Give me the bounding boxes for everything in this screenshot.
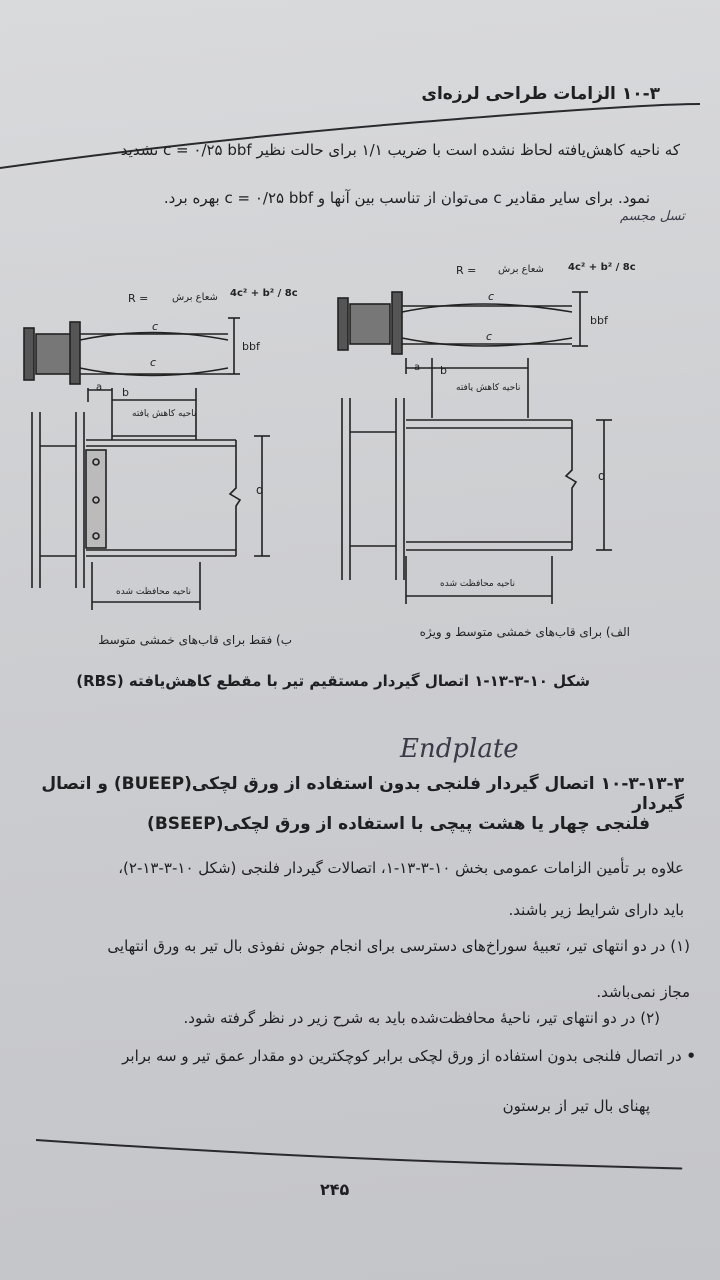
label-formula-b: 4c² + b² / 8c (230, 288, 298, 299)
label-c-a: c (488, 290, 495, 303)
section-title-line-2: فلنجی چهار یا هشت پیچی با استفاده از ورق لچکی(BSEEP) (147, 814, 650, 834)
bullet-line-2: پهنای بال تیر از برستون (502, 1097, 650, 1115)
label-radius-b: شعاع برش (172, 292, 218, 303)
elevation-view-a (342, 398, 612, 604)
label-protected-b: ناحیه محافظت شده (116, 587, 191, 597)
label-reduced-a: ناحیه کاهش یافته (456, 383, 521, 393)
figure-caption: شکل ۱۰-۳-۱۳-۱ اتصال گیردار مستقیم تیر با مقطع کاهش‌یافته (RBS) (76, 672, 590, 690)
chapter-header-title: ۱۰-۳ الزامات طراحی لرزه‌ای (421, 84, 660, 104)
label-r-b: R = (128, 292, 149, 305)
margin-handwritten-note: تسل مجسم (620, 209, 685, 224)
label-a-a: a (414, 362, 421, 373)
bullet-line-1 (26, 1046, 696, 1067)
plan-view-b (24, 318, 240, 440)
caption-b: ب) فقط برای قاب‌های خمشی متوسط (98, 633, 292, 647)
elevation-view-b (32, 412, 270, 610)
section-body-line-2: باید دارای شرایط زیر باشند. (508, 901, 684, 919)
label-c-a2: c (486, 330, 493, 343)
label-formula-a: 4c² + b² / 8c (568, 262, 636, 273)
label-r-a: R = (456, 264, 477, 277)
intro-line-2: نمود. برای سایر مقادیر c می‌توان از تناسب بین آنها و c = ۰/۲۵ bbf بهره برد. (163, 189, 650, 207)
rbs-connection-figure (0, 250, 720, 670)
label-d-b: d (256, 483, 264, 497)
bullet-text-1: در اتصال فلنجی بدون استفاده از ورق لچکی برابر کوچکترین دو مقدار عمق تیر و سه برابر (122, 1047, 682, 1065)
section-title-line-1: ۱۰-۳-۱۳-۳ اتصال گیردار فلنجی بدون استفاده از ورق لچکی(BUEEP) و اتصال گیردار (41, 774, 684, 814)
item-2: (۲) در دو انتهای تیر، ناحیهٔ محافظت‌شده باید به شرح زیر در نظر گرفته شود. (183, 1009, 660, 1027)
label-reduced-b: ناحیه کاهش یافته (132, 409, 197, 419)
plan-view-a (338, 292, 588, 418)
page-number: ۲۴۵ (320, 1180, 350, 1199)
footer-rule (0, 1120, 720, 1180)
label-bbf-b: bbf (242, 340, 260, 353)
label-protected-a: ناحیه محافظت شده (440, 579, 515, 589)
item-1-line-1: (۱) در دو انتهای تیر، تعبیهٔ سوراخ‌های دسترسی برای انجام جوش نفوذی بال تیر به ورق انتهایی (107, 937, 690, 955)
handwritten-endplate: Endplate (400, 734, 519, 764)
label-c-b: c (152, 320, 159, 333)
label-c-b2: c (150, 356, 157, 369)
section-body-line-1: علاوه بر تأمین الزامات عمومی بخش ۱۰-۳-۱۳-۱، اتصالات گیردار فلنجی (شکل ۱۰-۳-۱۳-۲)، (118, 859, 684, 877)
label-bbf-a: bbf (590, 314, 608, 327)
bullet-icon: • (686, 1047, 696, 1065)
label-radius-a: شعاع برش (498, 264, 544, 275)
intro-line-1: که ناحیه کاهش‌یافته لحاظ نشده است با ضریب ۱/۱ برای حالت نظیر c = ۰/۲۵ bbf تشدید (120, 141, 680, 159)
label-a-b: a (96, 382, 103, 393)
label-b-a: b (440, 364, 447, 377)
label-d-a: d (598, 469, 606, 483)
item-1-line-2: مجاز نمی‌باشد. (596, 983, 690, 1001)
caption-a: الف) برای قاب‌های خمشی متوسط و ویژه (419, 625, 630, 639)
label-b-b: b (122, 386, 129, 399)
